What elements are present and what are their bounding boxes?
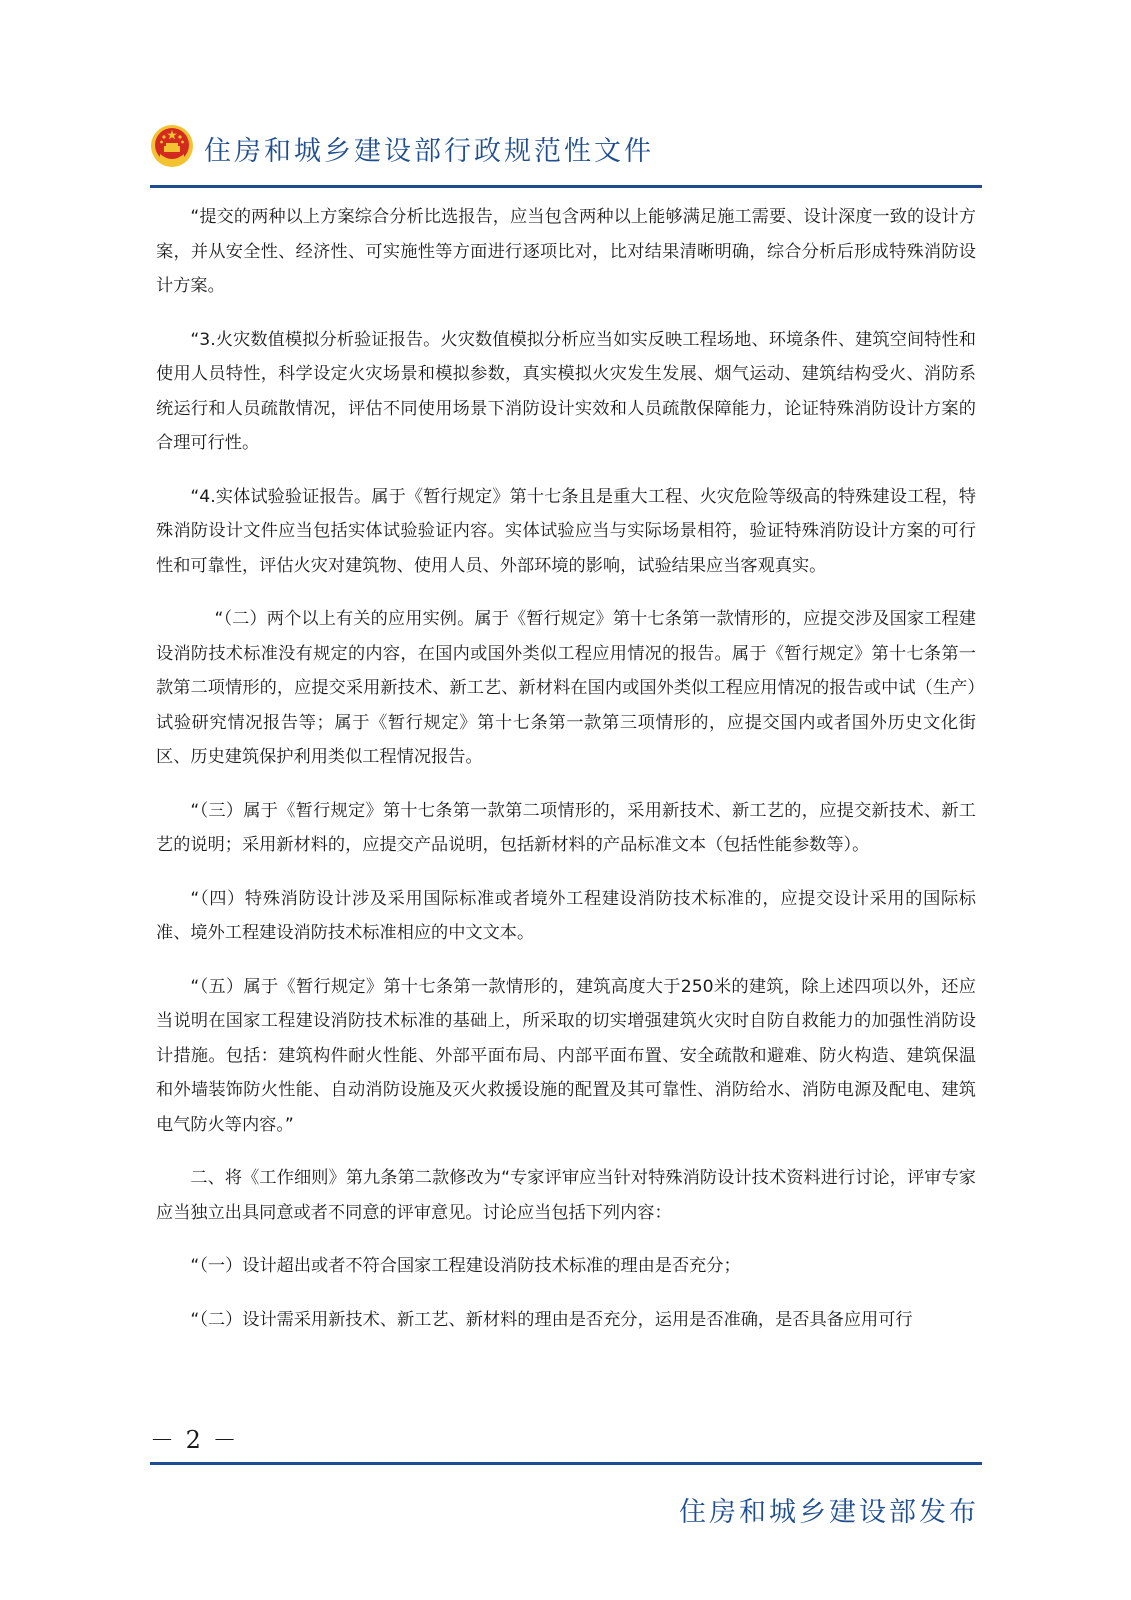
national-emblem-icon bbox=[150, 124, 194, 168]
page-number: － 2 － bbox=[150, 1426, 239, 1454]
paragraph: “4.实体试验验证报告。属于《暂行规定》第十七条且是重大工程、火灾危险等级高的特殊建设工程，特殊消防设计文件应当包括实体试验验证内容。实体试验应当与实际场景相符，验证特殊消防设计方案的可行性和可靠性，评估火灾对建筑物、使用人员、外部环境的影响，试验结果应当客观真实。 bbox=[156, 486, 976, 576]
paragraph: “提交的两种以上方案综合分析比选报告，应当包含两种以上能够满足施工需要、设计深度一致的设计方案，并从安全性、经济性、可实施性等方面进行逐项比对，比对结果清晰明确，综合分析后形成特殊消防设计方案。 bbox=[156, 207, 976, 296]
paragraph: “（二）设计需采用新技术、新工艺、新材料的理由是否充分，运用是否准确，是否具备应用可行 bbox=[190, 1309, 913, 1330]
paragraph: “（二）两个以上有关的应用实例。属于《暂行规定》第十七条第一款情形的，应提交涉及国家工程建设消防技术标准没有规定的内容，在国内或国外类似工程应用情况的报告。属于《暂行规定》第十七条第一款第二项情形的，应提交采用新技术、新工艺、新材料在国内或国外类似工程应用情况的报告或中试（生产）试验研究情况报告等；属于《暂行规定》第十七条第一款第三项情形的，应提交国内或者国外历史文化街区、历史建筑保护利用类似工程情况报告。 bbox=[156, 609, 976, 767]
paragraph: “（三）属于《暂行规定》第十七条第一款第二项情形的，采用新技术、新工艺的，应提交新技术、新工艺的说明；采用新材料的，应提交产品说明，包括新材料的产品标准文本（包括性能参数等）。 bbox=[156, 800, 976, 855]
footer-publisher: 住房和城乡建设部发布 bbox=[679, 1497, 979, 1528]
document-header bbox=[150, 118, 980, 190]
footer-divider bbox=[150, 1462, 982, 1465]
header-divider bbox=[150, 185, 982, 188]
paragraph: “3.火灾数值模拟分析验证报告。火灾数值模拟分析应当如实反映工程场地、环境条件、建筑空间特性和使用人员特性，科学设定火灾场景和模拟参数，真实模拟火灾发生发展、烟气运动、建筑结构受火、消防系统运行和人员疏散情况，评估不同使用场景下消防设计实效和人员疏散保障能力，论证特殊消防设计方案的合理可行性。 bbox=[156, 329, 976, 453]
paragraph: “（一）设计超出或者不符合国家工程建设消防技术标准的理由是否充分； bbox=[190, 1256, 741, 1276]
paragraph: 二、将《工作细则》第九条第二款修改为“专家评审应当针对特殊消防设计技术资料进行讨论，评审专家应当独立出具同意或者不同意的评审意见。讨论应当包括下列内容： bbox=[156, 1168, 976, 1223]
header-title: 住房和城乡建设部行政规范性文件 bbox=[204, 136, 654, 167]
document-body bbox=[156, 200, 976, 1356]
paragraph: “（四）特殊消防设计涉及采用国际标准或者境外工程建设消防技术标准的，应提交设计采用的国际标准、境外工程建设消防技术标准相应的中文文本。 bbox=[156, 888, 976, 943]
paragraph: “（五）属于《暂行规定》第十七条第一款情形的，建筑高度大于250米的建筑，除上述四项以外，还应当说明在国家工程建设消防技术标准的基础上，所采取的切实增强建筑火灾时自防自救能力的加强性消防设计措施。包括：建筑构件耐火性能、外部平面布局、内部平面布置、安全疏散和避难、防火构造、建筑保温和外墙装饰防火性能、自动消防设施及灭火救援设施的配置及其可靠性、消防给水、消防电源及配电、建筑电气防火等内容。” bbox=[156, 976, 976, 1135]
